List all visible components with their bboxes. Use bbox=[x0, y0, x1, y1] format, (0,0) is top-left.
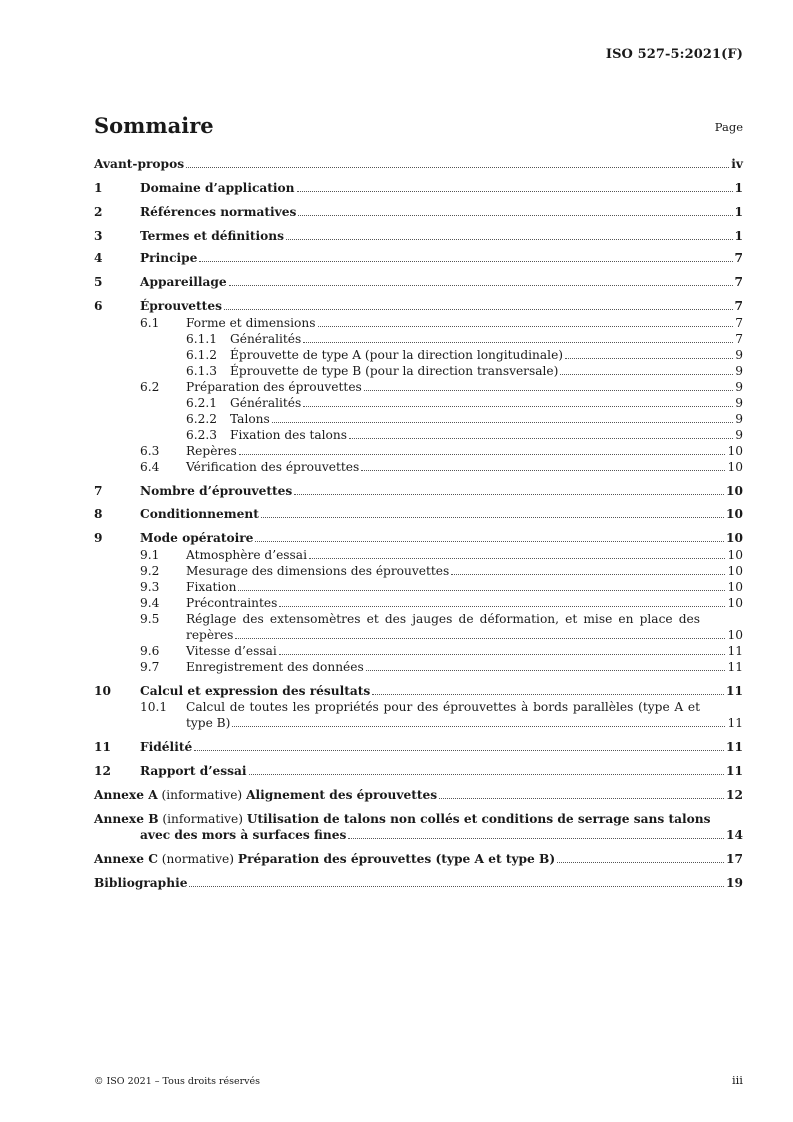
dot-leader bbox=[560, 374, 733, 375]
dot-leader bbox=[186, 167, 729, 168]
toc-entry-page: 10 bbox=[727, 460, 743, 474]
annex-label: Annexe B bbox=[94, 812, 159, 826]
toc-entry-page: 7 bbox=[735, 332, 743, 346]
dot-leader bbox=[279, 606, 725, 607]
toc-entry-4[interactable] bbox=[94, 250, 743, 266]
toc-entry-6-2-3[interactable] bbox=[94, 427, 743, 443]
dot-leader bbox=[318, 326, 734, 327]
toc-entry-page: 10 bbox=[727, 548, 743, 562]
toc-entry-text: Généralités bbox=[230, 332, 302, 346]
annex-kind: (normative) bbox=[157, 852, 238, 866]
toc-entry-9-2[interactable] bbox=[94, 563, 743, 579]
toc-entry-text: Précontraintes bbox=[186, 596, 278, 610]
toc-entry-text: Calcul de toutes les propriétés pour des éprouvettes à bords parallèles (type A et bbox=[186, 700, 700, 714]
toc-entry-text: Conditionnement bbox=[140, 507, 259, 521]
toc-entry-page: 9 bbox=[735, 380, 743, 394]
toc-entry-number: 11 bbox=[94, 740, 111, 754]
dot-leader bbox=[364, 390, 733, 391]
toc-entry-avant-propos[interactable] bbox=[94, 156, 743, 172]
toc-entry-text: Éprouvette de type A (pour la direction longitudinale) bbox=[230, 348, 564, 362]
toc-entry-number: 6.2.1 bbox=[186, 396, 218, 410]
toc-entry-number: 6 bbox=[94, 299, 103, 313]
toc-entry-page: 14 bbox=[726, 828, 743, 842]
dot-leader bbox=[286, 239, 733, 240]
toc-entry-page: 17 bbox=[726, 852, 743, 866]
toc-entry-number: 9.4 bbox=[140, 596, 160, 610]
annex-kind: (informative) bbox=[157, 788, 247, 802]
dot-leader bbox=[261, 517, 724, 518]
toc-entry-number: 6.2 bbox=[140, 380, 160, 394]
toc-entry-6-3[interactable] bbox=[94, 443, 743, 459]
toc-entry-number: 6.1.1 bbox=[186, 332, 218, 346]
toc-entry-annexe-b[interactable] bbox=[94, 811, 743, 843]
toc-entry-text: Appareillage bbox=[140, 275, 227, 289]
toc-entry-number: 12 bbox=[94, 764, 111, 778]
toc-entry-text: Fidélité bbox=[140, 740, 193, 754]
toc-entry-page: 10 bbox=[726, 484, 743, 498]
toc-entry-annexe-c[interactable] bbox=[94, 851, 743, 867]
dot-leader bbox=[189, 886, 724, 887]
dot-leader bbox=[565, 358, 733, 359]
annex-title-continued: avec des mors à surfaces fines bbox=[140, 828, 347, 842]
toc-entry-11[interactable] bbox=[94, 739, 743, 755]
toc-entry-text: Repères bbox=[186, 444, 237, 458]
toc-entry-6-1-2[interactable] bbox=[94, 347, 743, 363]
toc-entry-page: 1 bbox=[734, 205, 743, 219]
toc-entry-page: 10 bbox=[727, 444, 743, 458]
toc-entry-page: 11 bbox=[726, 740, 743, 754]
toc-entry-number: 6.4 bbox=[140, 460, 160, 474]
toc-entry-text: Calcul et expression des résultats bbox=[140, 684, 371, 698]
dot-leader bbox=[349, 438, 733, 439]
toc-entry-page: 1 bbox=[734, 229, 743, 243]
toc-entry-number: 9 bbox=[94, 531, 103, 545]
toc-entry-1[interactable] bbox=[94, 180, 743, 196]
annex-title: Utilisation de talons non collés et conditions de serrage sans talons bbox=[246, 812, 711, 826]
toc-entry-8[interactable] bbox=[94, 506, 743, 522]
toc-entry-number: 4 bbox=[94, 251, 103, 265]
toc-entry-page: 11 bbox=[726, 764, 743, 778]
annex-kind: (informative) bbox=[158, 812, 247, 826]
toc-entry-page: 10 bbox=[727, 580, 743, 594]
annex-title: Préparation des éprouvettes (type A et type B) bbox=[237, 852, 556, 866]
toc-entry-9-3[interactable] bbox=[94, 579, 743, 595]
page-number: iii bbox=[731, 1073, 743, 1087]
toc-entry-number: 6.2.3 bbox=[186, 428, 218, 442]
toc-entry-number: 9.7 bbox=[140, 660, 160, 674]
toc-entry-2[interactable] bbox=[94, 204, 743, 220]
toc-entry-text: Enregistrement des données bbox=[186, 660, 364, 674]
toc-entry-6-1-1[interactable] bbox=[94, 331, 743, 347]
toc-entry-5[interactable] bbox=[94, 274, 743, 290]
dot-leader bbox=[238, 590, 725, 591]
dot-leader bbox=[557, 862, 724, 863]
dot-leader bbox=[229, 285, 733, 286]
toc-entry-page: 12 bbox=[726, 788, 743, 802]
toc-entry-number: 10 bbox=[94, 684, 111, 698]
toc-entry-10[interactable] bbox=[94, 683, 743, 699]
toc-entry-text: Références normatives bbox=[140, 205, 297, 219]
dot-leader bbox=[309, 558, 726, 559]
dot-leader bbox=[303, 406, 733, 407]
toc-entry-number: 2 bbox=[94, 205, 103, 219]
toc-entry-number: 9.2 bbox=[140, 564, 160, 578]
toc-entry-number: 6.3 bbox=[140, 444, 160, 458]
toc-entry-page: 10 bbox=[726, 531, 743, 545]
annex-label: Annexe A bbox=[94, 788, 158, 802]
toc-entry-annexe-a[interactable] bbox=[94, 787, 743, 803]
toc-entry-page: 7 bbox=[734, 275, 743, 289]
toc-entry-page: 19 bbox=[726, 876, 743, 890]
toc-entry-text: Mesurage des dimensions des éprouvettes bbox=[186, 564, 450, 578]
toc-entry-text: Vérification des éprouvettes bbox=[186, 460, 360, 474]
toc-entry-6-1-3[interactable] bbox=[94, 363, 743, 379]
dot-leader bbox=[366, 670, 726, 671]
toc-entry-number: 7 bbox=[94, 484, 103, 498]
toc-entry-9-5[interactable] bbox=[94, 611, 743, 643]
toc-entry-number: 3 bbox=[94, 229, 103, 243]
toc-entry-number: 8 bbox=[94, 507, 103, 521]
toc-entry-page: 7 bbox=[734, 251, 743, 265]
toc-entry-number: 10.1 bbox=[140, 700, 168, 714]
toc-entry-text: Fixation des talons bbox=[230, 428, 347, 442]
dot-leader bbox=[439, 798, 724, 799]
toc-entry-number: 6.2.2 bbox=[186, 412, 218, 426]
toc-entry-9[interactable] bbox=[94, 530, 743, 546]
dot-leader bbox=[194, 750, 724, 751]
toc-entry-number: 9.3 bbox=[140, 580, 160, 594]
toc-entry-page: 11 bbox=[727, 644, 743, 658]
toc-entry-6-2-2[interactable] bbox=[94, 411, 743, 427]
toc-entry-7[interactable] bbox=[94, 483, 743, 499]
dot-leader bbox=[235, 638, 725, 639]
toc-entry-page: 9 bbox=[735, 348, 743, 362]
toc-entry-page: 10 bbox=[727, 628, 743, 642]
toc-entry-text: Réglage des extensomètres et des jauges de déformation, et mise en place des bbox=[186, 612, 700, 626]
toc-entry-page: 9 bbox=[735, 364, 743, 378]
toc-entry-page: 9 bbox=[735, 396, 743, 410]
toc-entry-page: 7 bbox=[734, 299, 743, 313]
toc-entry-page: 1 bbox=[734, 181, 743, 195]
toc-entry-number: 9.5 bbox=[140, 612, 160, 626]
toc-entry-number: 1 bbox=[94, 181, 103, 195]
toc-entry-10-1[interactable] bbox=[94, 699, 743, 731]
toc-entry-12[interactable] bbox=[94, 763, 743, 779]
dot-leader bbox=[239, 454, 726, 455]
toc-entry-number: 6.1 bbox=[140, 316, 160, 330]
toc-entry-9-7[interactable] bbox=[94, 659, 743, 675]
toc-entry-number: 9.6 bbox=[140, 644, 160, 658]
toc-entry-6-1[interactable] bbox=[94, 315, 743, 331]
toc-entry-text-continued: type B) bbox=[186, 716, 231, 730]
toc-entry-text: Généralités bbox=[230, 396, 302, 410]
toc-entry-3[interactable] bbox=[94, 228, 743, 244]
dot-leader bbox=[294, 494, 724, 495]
dot-leader bbox=[232, 726, 725, 727]
toc-entry-text: Éprouvettes bbox=[140, 299, 222, 313]
toc-entry-page: 11 bbox=[727, 660, 743, 674]
dot-leader bbox=[224, 309, 733, 310]
toc-entry-page: 10 bbox=[727, 596, 743, 610]
toc-entry-text: Fixation bbox=[186, 580, 237, 594]
page-column-label: Page bbox=[714, 120, 743, 134]
toc-entry-text: Forme et dimensions bbox=[186, 316, 316, 330]
toc-entry-bibliographie[interactable] bbox=[94, 875, 743, 891]
toc-entry-text: Nombre d’éprouvettes bbox=[140, 484, 293, 498]
toc-entry-text: Éprouvette de type B (pour la direction transversale) bbox=[230, 364, 559, 378]
toc-entry-number: 9.1 bbox=[140, 548, 160, 562]
dot-leader bbox=[249, 774, 724, 775]
dot-leader bbox=[255, 541, 724, 542]
toc-entry-9-6[interactable] bbox=[94, 643, 743, 659]
document-reference: ISO 527-5:2021(F) bbox=[605, 47, 743, 62]
page-title: Sommaire bbox=[94, 113, 214, 138]
toc-entry-text: Avant-propos bbox=[94, 157, 185, 171]
toc-entry-page: 9 bbox=[735, 428, 743, 442]
toc-entry-text: Talons bbox=[230, 412, 270, 426]
toc-entry-6-2[interactable] bbox=[94, 379, 743, 395]
toc-entry-text: Préparation des éprouvettes bbox=[186, 380, 362, 394]
toc-entry-text: Principe bbox=[140, 251, 198, 265]
dot-leader bbox=[279, 654, 726, 655]
toc-entry-number: 6.1.2 bbox=[186, 348, 218, 362]
toc-entry-text: Termes et définitions bbox=[140, 229, 284, 243]
toc-entry-page: 9 bbox=[735, 412, 743, 426]
dot-leader bbox=[298, 215, 732, 216]
toc-entry-page: iv bbox=[731, 157, 743, 171]
toc-entry-6[interactable] bbox=[94, 298, 743, 314]
dot-leader bbox=[372, 694, 724, 695]
toc-entry-text: Rapport d’essai bbox=[140, 764, 247, 778]
dot-leader bbox=[361, 470, 725, 471]
toc-entry-9-1[interactable] bbox=[94, 547, 743, 563]
dot-leader bbox=[199, 261, 732, 262]
dot-leader bbox=[297, 191, 733, 192]
toc-entry-text: Mode opératoire bbox=[140, 531, 254, 545]
toc-entry-text: Domaine d’application bbox=[140, 181, 295, 195]
toc-entry-page: 10 bbox=[726, 507, 743, 521]
annex-title: Alignement des éprouvettes bbox=[246, 788, 438, 802]
dot-leader bbox=[348, 838, 724, 839]
toc-entry-page: 7 bbox=[735, 316, 743, 330]
dot-leader bbox=[303, 342, 733, 343]
toc-entry-text: Vitesse d’essai bbox=[186, 644, 277, 658]
toc-entry-6-4[interactable] bbox=[94, 459, 743, 475]
toc-entry-9-4[interactable] bbox=[94, 595, 743, 611]
toc-entry-number: 6.1.3 bbox=[186, 364, 218, 378]
toc-entry-text-continued: repères bbox=[186, 628, 234, 642]
toc-entry-text: Atmosphère d’essai bbox=[186, 548, 307, 562]
toc-entry-page: 11 bbox=[727, 716, 743, 730]
annex-label: Annexe C bbox=[94, 852, 158, 866]
toc-entry-number: 5 bbox=[94, 275, 103, 289]
dot-leader bbox=[451, 574, 725, 575]
copyright-notice: © ISO 2021 – Tous droits réservés bbox=[94, 1076, 261, 1087]
dot-leader bbox=[272, 422, 733, 423]
toc-entry-text: Bibliographie bbox=[94, 876, 188, 890]
toc-entry-6-2-1[interactable] bbox=[94, 395, 743, 411]
toc-entry-page: 11 bbox=[726, 684, 743, 698]
toc-entry-page: 10 bbox=[727, 564, 743, 578]
